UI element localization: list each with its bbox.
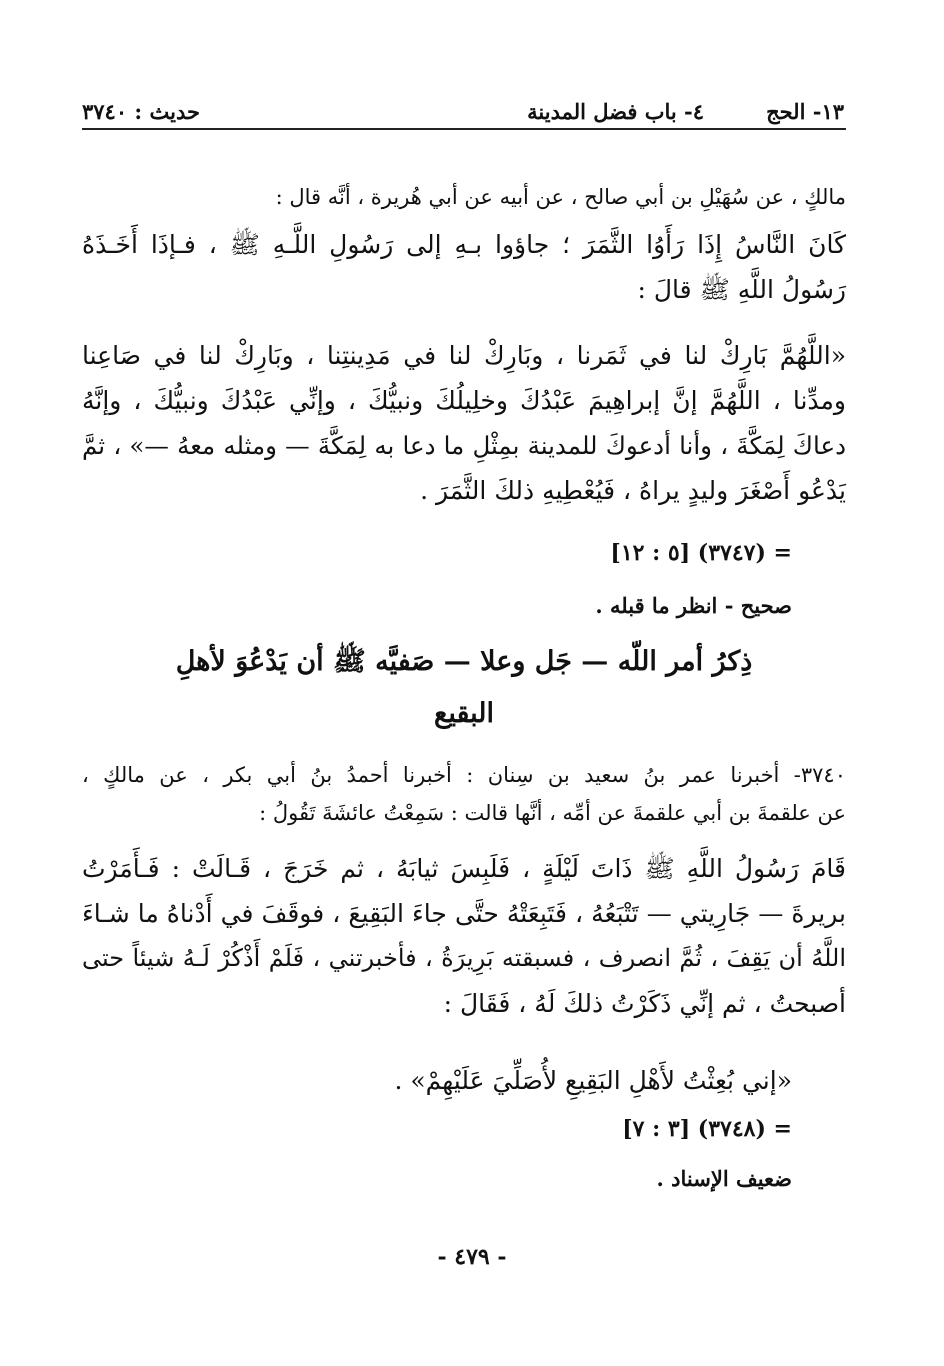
chapter-title: ١٣- الحج xyxy=(766,99,844,124)
hadith1-prophetic-text xyxy=(82,333,846,513)
hadith2-quote xyxy=(82,1058,792,1103)
hadith1-grade xyxy=(82,593,792,618)
prophetic-line: ومدِّنا ، اللَّهُمَّ إنَّ إبراهِيمَ عَبْدُكَ وخلِيلُكَ ونبيُّكَ ، وإنِّي عَبْدُكَ ونبيُّكَ ، وإنَّهُ xyxy=(82,386,846,415)
running-header xyxy=(82,88,844,124)
hadith1-matn xyxy=(82,222,846,312)
matn-line: اللَّهُ أن يَقِفَ ، ثُمَّ انصرف ، فسبقته بَرِيرَةُ ، فأخبرتني ، فَلَمْ أَذْكُرْ لَـهُ شيئاً حتى xyxy=(82,944,846,972)
matn-line: بريرةَ — جَارِيتي — تَتْبَعُهُ ، فَتَبِعَتْهُ حتَّى جاءَ البَقِيعَ ، فوقَفَ في أَدْناهُ ما شـاءَ xyxy=(82,899,846,928)
grade-text: ضعيف الإسناد . xyxy=(656,1166,792,1191)
page-number: - ٤٧٩ - xyxy=(437,1244,507,1270)
isnad-line: ٣٧٤٠- أخبرنا عمر بنُ سعيد بن سِنان : أخبرنا أحمدُ بنُ أبي بكر ، عن مالكٍ ، xyxy=(82,763,846,787)
hadith2-matn xyxy=(82,846,846,1026)
prophetic-line: يَدْعُو أَصْغَرَ وليدٍ يراهُ ، فَيُعْطِيهِ ذلكَ الثَّمَرَ . xyxy=(420,476,846,505)
isnad-line: عن علقمةَ بن أبي علقمةَ عن أمِّه ، أنَّها قالت : سَمِعْتُ عائشَةَ تَقُولُ : xyxy=(259,801,846,825)
grade-text: صحيح - انظر ما قبله . xyxy=(595,593,792,618)
matn-line: أصبحتُ ، ثم إنِّي ذَكَرْتُ ذلكَ لَهُ ، فَقَالَ : xyxy=(443,989,846,1018)
section-title xyxy=(82,636,846,740)
prophetic-line: دعاكَ لِمَكَّةَ ، وأنا أدعوكَ للمدينة بمِثْلِ ما دعا به لِمَكَّةَ — ومثله معهُ —» ، ثمَّ xyxy=(82,431,846,460)
prophetic-line: «اللَّهُمَّ بَارِكْ لنا في ثَمَرنا ، وبَارِكْ لنا في مَدِينتِنا ، وبَارِكْ لنا في صَاعِنا xyxy=(82,341,846,370)
isnad-line: مالكٍ ، عن سُهَيْلِ بن أبي صالح ، عن أبيه عن أبي هُريرة ، أنَّه قال : xyxy=(275,185,846,209)
matn-line: رَسُولُ اللَّهِ ﷺ قالَ : xyxy=(637,275,846,304)
matn-line: قَامَ رَسُولُ اللَّهِ ﷺ ذَاتَ لَيْلَةٍ ، فَلَبِسَ ثيابَهُ ، ثم خَرَجَ ، قَـالَتْ : فَـأَمَرْتُ xyxy=(82,854,846,883)
section-title-line: ذِكرُ أمر اللّه — جَل وعلا — صَفيَّه ﷺ أن يَدْعُوَ لأهلِ xyxy=(175,646,753,677)
header-rule xyxy=(82,128,846,130)
hadith2-grade xyxy=(82,1166,792,1191)
bab-title: ٤- باب فضل المدينة xyxy=(527,99,705,124)
quote-text: «إني بُعِثْتُ لأَهْلِ البَقِيعِ لأُصَلِّيَ عَلَيْهِمْ» . xyxy=(394,1066,792,1095)
section-title-line: البقيع xyxy=(433,698,495,729)
hadith2-isnad xyxy=(82,756,846,832)
hadith-range: حديث : ٣٧٤٠ xyxy=(82,99,200,124)
hadith1-reference xyxy=(82,540,792,566)
hadith1-isnad xyxy=(82,178,846,216)
matn-line: كَانَ النَّاسُ إِذَا رَأَوُا الثَّمَرَ ؛ جاؤوا بـهِ إلى رَسُولِ اللَّـهِ ﷺ ، فـإذَا أَخَـذَهُ xyxy=(82,230,846,259)
hadith2-reference xyxy=(82,1116,792,1142)
reference-text: = (٣٧٤٨) [٣ : ٧] xyxy=(622,1116,792,1142)
header-chapter-group xyxy=(527,99,844,124)
reference-text: = (٣٧٤٧) [٥ : ١٢] xyxy=(610,540,792,566)
